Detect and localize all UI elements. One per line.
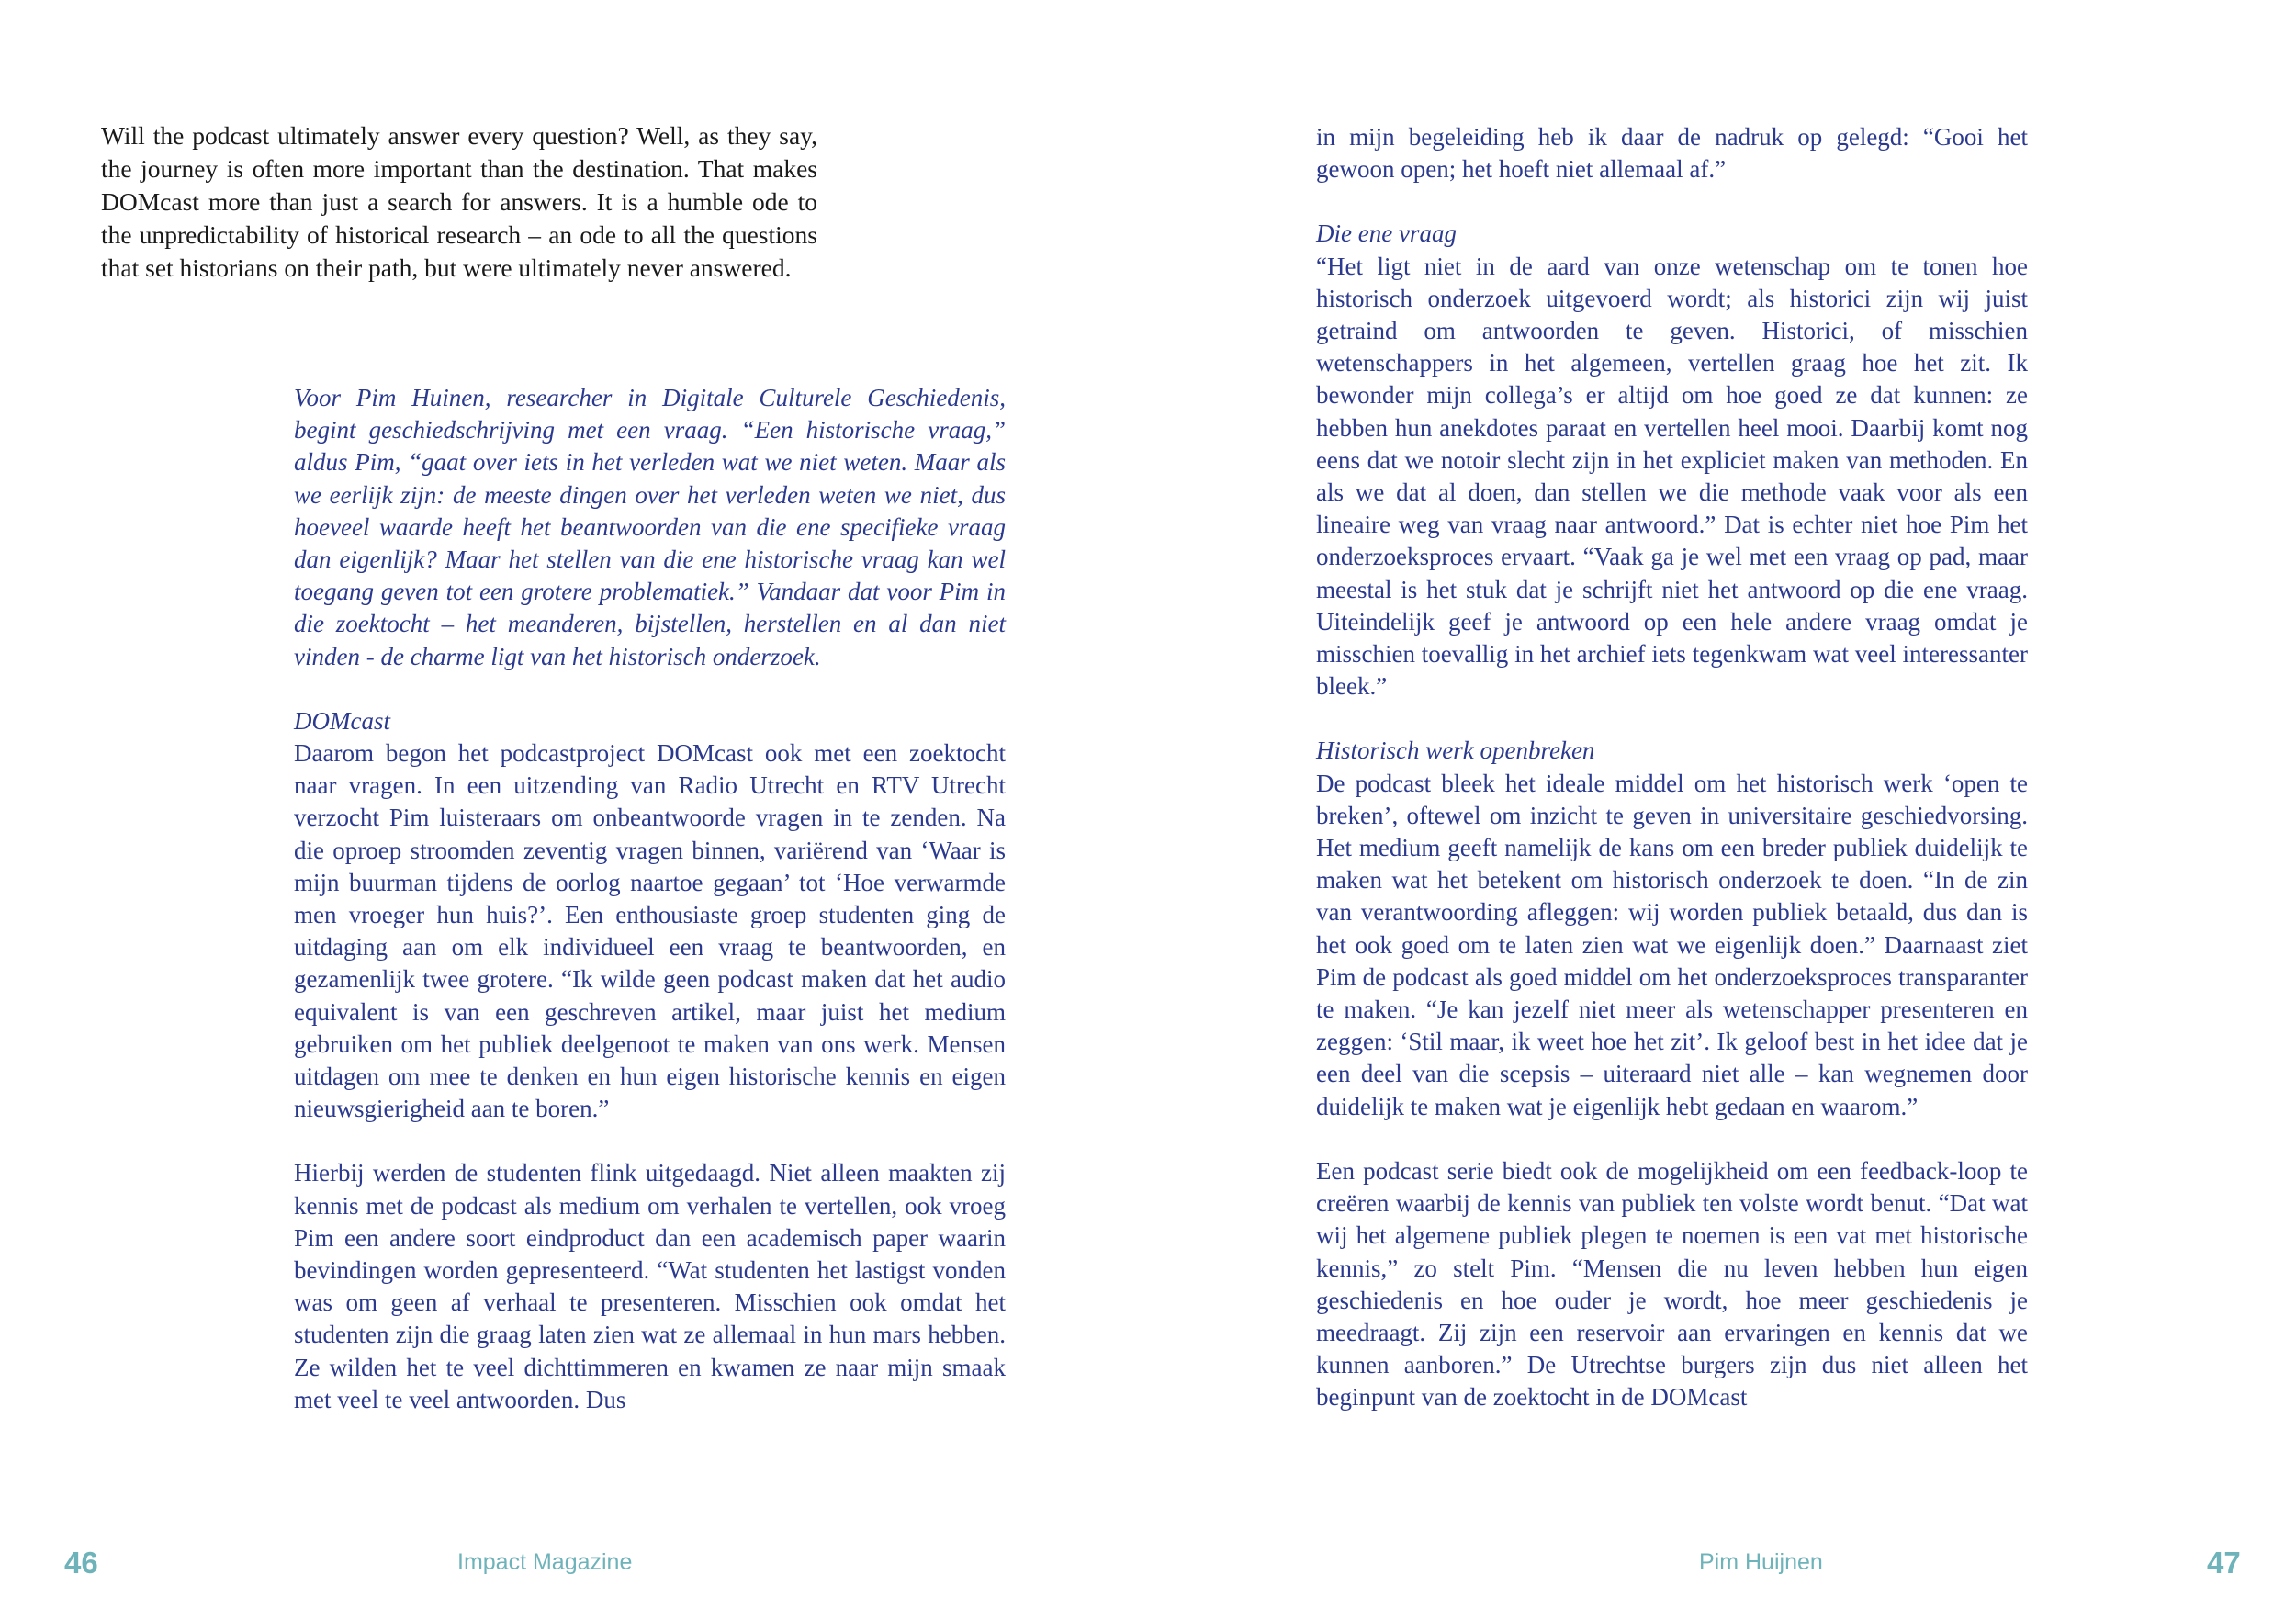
lead-paragraph: Voor Pim Huinen, researcher in Digitale Culturele Geschiedenis, begint geschiedschrijving met een vraag. “Een historische vraag,” aldus Pim, “gaat over iets in het verleden wat we niet weten. Maar als we eerlijk zijn: de meeste dingen over het verleden weten we niet, dus hoeveel waarde heeft het beantwoorden van die ene specifieke vraag dan eigenlijk? Maar het stellen van die ene historische vraag kan wel toegang geven tot een grotere problematiek.” Vandaar dat voor Pim in die zoektocht – het meanderen, bijstellen, herstellen en al dan niet vinden - de charme ligt van het historisch onderzoek. [294,384,1006,670]
continuation-paragraph: in mijn begeleiding heb ik daar de nadruk op gelegd: “Gooi het gewoon open; het hoeft niet allemaal af.” [1316,123,2028,184]
students-paragraph: Hierbij werden de studenten flink uitgedaagd. Niet alleen maakten zij kennis met de podcast als medium om verhalen te vertellen, ook vroeg Pim een andere soort eindproduct dan een academisch paper waarin bevindingen worden gepresenteerd. “Wat studenten het lastigst vonden was om geen af verhaal te presenteren. Misschien ook omdat het studenten zijn die graag laten zien wat ze allemaal in hun mars hebben. Ze wilden het te veel dichttimmeren en kwamen ze naar mijn smaak met veel te veel antwoorden. Dus [294,1159,1006,1413]
die-ene-vraag-paragraph: “Het ligt niet in de aard van onze wetenschap om te tonen hoe historisch onderzoek uitgevoerd wordt; als historici zijn wij juist getraind om antwoorden te geven. Historici, of misschien wetenschappers in het algemeen, vertellen graag hoe het zit. Ik bewonder mijn collega’s er altijd om hoe goed ze dat kunnen: ze hebben hun anekdotes paraat en vertellen heel mooi. Daarbij komt nog eens dat we notoir slecht zijn in het expliciet maken van methoden. En als we dat al doen, dan stellen we die methode vaak voor als een lineaire weg van vraag naar antwoord.” Dat is echter niet hoe Pim het onderzoeksproces ervaart. “Vaak ga je wel met een vraag op pad, maar meestal is het stuk dat je schrijft niet het antwoord op die ene vraag. Uiteindelijk geef je antwoord op een hele andere vraag omdat je misschien toevallig in het archief iets tegenkwam wat veel interessanter bleek.” [1316,252,2028,701]
running-title-right: Pim Huijnen [1699,1549,1823,1575]
left-article-column [294,382,1006,1416]
running-title-left: Impact Magazine [457,1549,633,1575]
feedback-loop-paragraph: Een podcast serie biedt ook de mogelijkheid om een feedback-loop te creëren waarbij de kennis van publiek ten volste wordt benut. “Dat wat wij het algemene publiek plegen te noemen is een vat met historische kennis,” zo stelt Pim. “Mensen die nu leven hebben hun eigen geschiedenis en hoe ouder je wordt, hoe meer geschiedenis je meedraagt. Zij zijn een reservoir aan ervaringen en kennis dat we kunnen aanboren.” De Utrechtse burgers zijn dus niet alleen het beginpunt van de zoektocht in de DOMcast [1316,1156,2028,1412]
right-article-column [1316,121,2028,1414]
page-number-left: 46 [64,1546,98,1580]
section-heading-die-ene-vraag: Die ene vraag [1316,219,1457,248]
section-heading-historisch-werk: Historisch werk openbreken [1316,737,1595,765]
page-number-right: 47 [2207,1546,2241,1580]
section-heading-domcast: DOMcast [294,706,390,735]
domcast-paragraph: Daarom begon het podcastproject DOMcast ook met een zoektocht naar vragen. In een uitzending van Radio Utrecht en RTV Utrecht verzocht Pim luisteraars om onbeantwoorde vragen in te zenden. Na die oproep stroomden zeventig vragen binnen, variërend van ‘Waar is mijn buurman tijdens de oorlog naartoe gegaan’ tot ‘Hoe verwarmde men vroeger hun huis?’. Een enthousiaste groep studenten ging de uitdaging aan om elk individueel een vraag te beantwoorden, en gezamenlijk twee grotere. “Ik wilde geen podcast maken dat het audio equivalent is van een geschreven artikel, maar juist het medium gebruiken om het publiek deelgenoot te maken van ons werk. Mensen uitdagen om mee te denken en hun eigen historische kennis en eigen nieuwsgierigheid aan te boren.” [294,739,1006,1123]
historisch-werk-paragraph: De podcast bleek het ideale middel om het historisch werk ‘open te breken’, oftewel om inzicht te geven in universitaire geschiedvorsing. Het medium geeft namelijk de kans om een breder publiek duidelijk te maken wat het betekent om historisch onderzoek te doen. “In de zin van verantwoording afleggen: wij worden publiek betaald, dus dan is het ook goed om te laten zien wat we eigenlijk doen.” Daarnaast ziet Pim de podcast als goed middel om het onderzoeksproces transparanter te maken. “Je kan jezelf niet meer als wetenschapper presenteren en zeggen: ‘Stil maar, ik weet hoe het zit’. Ik geloof best in het idee dat je een deel van die scepsis – uiteraard niet alle – kan wegnemen door duidelijk te maken wat je eigenlijk hebt gedaan en waarom.” [1316,769,2028,1120]
right-page [1148,0,2296,1620]
intro-paragraph: Will the podcast ultimately answer every question? Well, as they say, the journey is often more important than the destination. That makes DOMcast more than just a search for answers. It is a humble ode to the unpredictability of historical research – an ode to all the questions that set historians on their path, but were ultimately never answered. [101,121,817,282]
